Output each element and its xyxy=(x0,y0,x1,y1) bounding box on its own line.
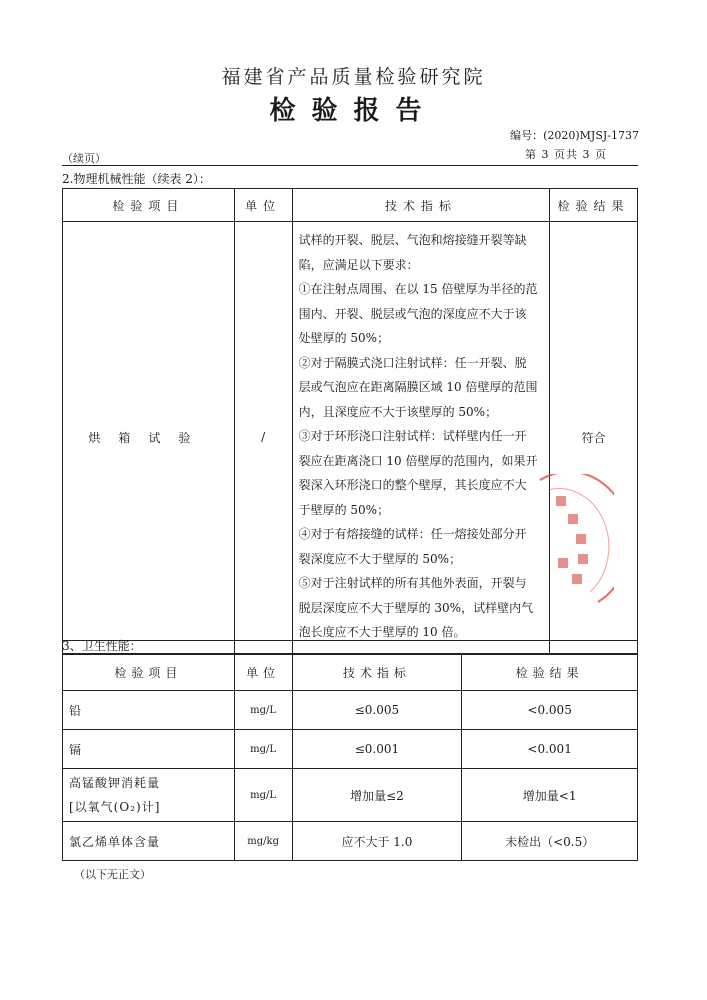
header-spec: 技术指标 xyxy=(292,189,550,222)
section3-title: 3、卫生性能： xyxy=(62,639,142,653)
spec-line: 围内、开裂、脱层或气泡的深度应不大于该 xyxy=(298,306,527,321)
header-result: 检验结果 xyxy=(550,189,638,222)
spec-line: 裂深入环形浇口的整个壁厚，其长度应不大 xyxy=(298,478,527,492)
spec-cell: ≤0.005 xyxy=(292,691,462,730)
item-cell: 镉 xyxy=(63,730,235,769)
table-row xyxy=(63,730,638,769)
section2-title: 2.物理机械性能（续表 2）： xyxy=(62,172,211,186)
header-item: 检验项目 xyxy=(63,655,235,691)
spec-cell: 增加量≤2 xyxy=(292,769,462,822)
spec-line: ②对于隔膜式浇口注射试样：任一开裂、脱 xyxy=(298,355,527,370)
header-spec: 技术指标 xyxy=(292,655,462,691)
spec-cell xyxy=(292,222,550,654)
mechanical-table xyxy=(62,188,638,654)
table-row xyxy=(63,691,638,730)
spec-line: 内，且深度应不大于该壁厚的 50%； xyxy=(298,404,498,419)
end-note: （以下无正文） xyxy=(74,868,151,881)
spec-line: 陷，应满足以下要求： xyxy=(298,257,419,272)
unit-cell: mg/L xyxy=(234,769,292,822)
item-line: 高锰酸钾消耗量 xyxy=(69,776,161,790)
spec-line: ⑤对于注射试样的所有其他外表面，开裂与 xyxy=(298,576,527,590)
continued-label: （续页） xyxy=(62,152,106,165)
item-cell: 烘箱试验 xyxy=(63,222,235,654)
result-cell: <0.005 xyxy=(462,691,638,730)
spec-line: ③对于环形浇口注射试样：试样壁内任一开 xyxy=(298,429,527,443)
spec-line: 层或气泡应在距离隔膜区域 10 倍壁厚的范围 xyxy=(298,380,538,394)
spec-line: 脱层深度应不大于壁厚的 30%，试样壁内气 xyxy=(298,600,534,615)
table-row xyxy=(63,769,638,822)
spec-line: ④对于有熔接缝的试样：任一熔接处部分开 xyxy=(298,527,527,541)
institute-name: 福建省产品质量检验研究院 xyxy=(221,66,486,88)
section-rule xyxy=(62,640,638,641)
report-number: 编号：(2020)MJSJ-1737 xyxy=(510,129,639,142)
header-item: 检验项目 xyxy=(63,189,235,222)
spec-cell: ≤0.001 xyxy=(292,730,462,769)
spec-line: ①在注射点周围、在以 15 倍壁厚为半径的范 xyxy=(298,282,538,296)
table-header-row xyxy=(63,655,638,691)
spec-cell: 应不大于 1.0 xyxy=(292,822,462,861)
item-cell xyxy=(63,769,235,822)
table-row xyxy=(63,222,638,654)
table-header-row xyxy=(63,189,638,222)
header-unit: 单位 xyxy=(234,189,292,222)
spec-line: 泡长度应不大于壁厚的 10 倍。 xyxy=(298,625,466,639)
hygiene-table xyxy=(62,654,638,861)
item-cell: 氯乙烯单体含量 xyxy=(63,822,235,861)
header-unit: 单位 xyxy=(234,655,292,691)
report-title: 检验报告 xyxy=(269,96,438,126)
spec-line: 裂深度应不大于壁厚的 50%； xyxy=(298,551,462,566)
header-rule xyxy=(62,165,638,166)
unit-cell: / xyxy=(234,222,292,654)
page-number: 第 3 页共 3 页 xyxy=(525,148,607,161)
item-cell: 铅 xyxy=(63,691,235,730)
spec-line: 裂应在距离浇口 10 倍壁厚的范围内，如果开 xyxy=(298,453,538,468)
table-row xyxy=(63,822,638,861)
spec-line: 试样的开裂、脱层、气泡和熔接缝开裂等缺 xyxy=(298,233,527,247)
result-cell: 符合 xyxy=(550,222,638,654)
unit-cell: mg/kg xyxy=(234,822,292,861)
result-cell: <0.001 xyxy=(462,730,638,769)
result-cell: 未检出（<0.5） xyxy=(462,822,638,861)
spec-line: 处壁厚的 50%； xyxy=(298,331,390,345)
result-cell: 增加量<1 xyxy=(462,769,638,822)
unit-cell: mg/L xyxy=(234,691,292,730)
unit-cell: mg/L xyxy=(234,730,292,769)
item-line: [以氧气(O₂)计] xyxy=(69,800,161,814)
header-result: 检验结果 xyxy=(462,655,638,691)
spec-line: 于壁厚的 50%； xyxy=(298,502,390,517)
